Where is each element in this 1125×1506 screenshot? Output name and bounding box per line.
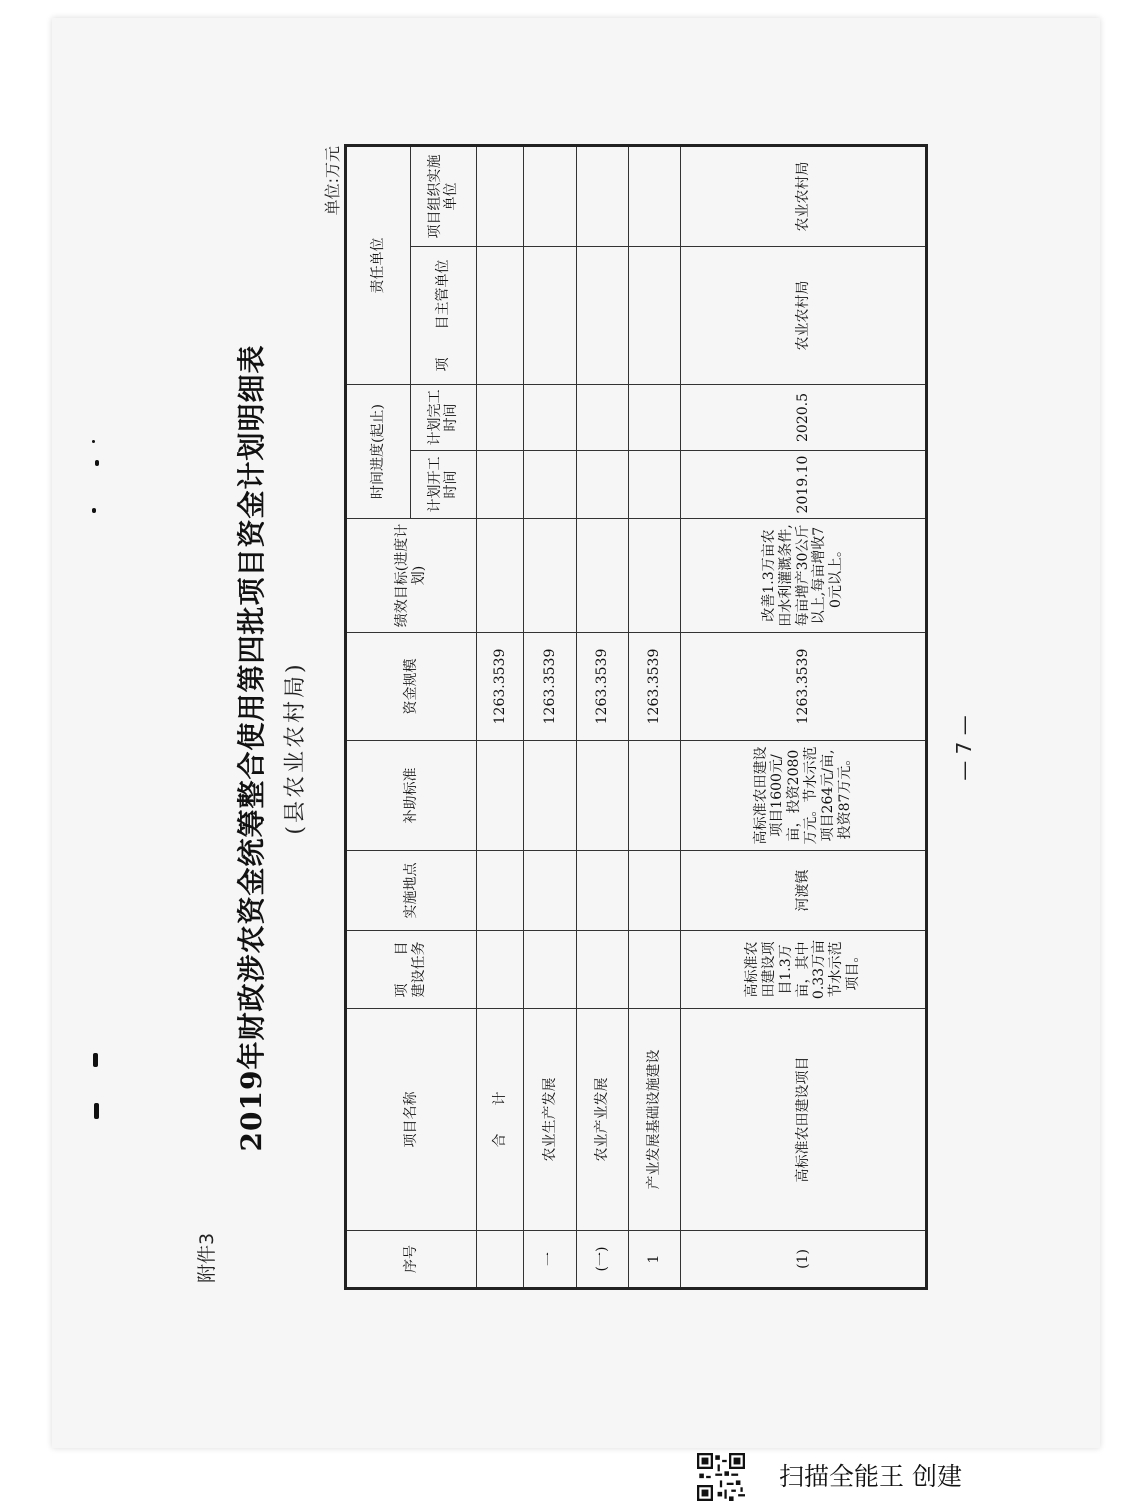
header-time-group: 时间进度(起止) [346,385,411,519]
attachment-label: 附件3 [196,1232,218,1283]
cell-location [524,851,576,931]
cell-name: 农业生产发展 [524,1009,576,1231]
header-end: 计划完工时间 [411,385,476,451]
header-start: 计划开工时间 [411,451,476,519]
cell-implementer [476,146,524,247]
table-row [681,146,927,1289]
cell-supervisor [628,247,680,385]
header-seq: 序号 [346,1231,477,1289]
cell-task: 高标准农田建设项目1.3万亩，其中0.33万亩节水示范项目。 [681,931,927,1009]
cell-seq: (一) [576,1231,628,1289]
cell-supervisor [576,247,628,385]
cell-name: 产业发展基础设施建设 [628,1009,680,1231]
cell-start [524,451,576,519]
header-location: 实施地点 [346,851,477,931]
cell-target: 改善1.3万亩农田水利灌溉条件,每亩增产30公斤以上,每亩增收70元以上。 [681,519,927,633]
cell-supervisor [476,247,524,385]
cell-subsidy: 高标准农田建设项目1600元/亩，投资2080万元。节水示范项目264元/亩,投资87万元。 [681,741,927,851]
header-target: 绩效目标(进度计划) [346,519,477,633]
document-title: 2019年财政涉农资金统筹整合使用第四批项目资金计划明细表 [235,344,268,1152]
table-row [576,146,628,1289]
cell-start [476,451,524,519]
cell-supervisor [524,247,576,385]
cell-name: 高标准农田建设项目 [681,1009,927,1231]
cell-name: 农业产业发展 [576,1009,628,1231]
cell-target [628,519,680,633]
table-row [476,146,524,1289]
cell-implementer: 农业农村局 [681,146,927,247]
cell-start [576,451,628,519]
cell-end [628,385,680,451]
cell-location: 河渡镇 [681,851,927,931]
cell-end: 2020.5 [681,385,927,451]
header-subsidy: 补助标准 [346,741,477,851]
cell-location [576,851,628,931]
cell-start [628,451,680,519]
cell-target [476,519,524,633]
cell-fund: 1263.3539 [576,633,628,741]
header-name: 项目名称 [346,1009,477,1231]
table-row [524,146,576,1289]
cell-name: 合 计 [476,1009,524,1231]
cell-location [476,851,524,931]
cell-fund: 1263.3539 [524,633,576,741]
scanned-page [52,18,1100,1448]
rotated-document [52,48,1052,1448]
header-task: 项 目建设任务 [346,931,477,1009]
cell-seq: 一 [524,1231,576,1289]
cell-target [576,519,628,633]
cell-subsidy [628,741,680,851]
fund-plan-table [344,144,928,1290]
cell-task [576,931,628,1009]
cell-task [476,931,524,1009]
document-subtitle: (县农业农村局) [283,661,308,835]
cell-end [576,385,628,451]
header-responsible-group: 责任单位 [346,146,411,385]
cell-task [524,931,576,1009]
unit-label: 单位:万元 [323,146,342,216]
cell-start: 2019.10 [681,451,927,519]
cell-seq: 1 [628,1231,680,1289]
cell-supervisor: 农业农村局 [681,247,927,385]
header-supervisor: 项 目主管单位 [411,247,476,385]
cell-target [524,519,576,633]
cell-end [524,385,576,451]
cell-implementer [576,146,628,247]
cell-fund: 1263.3539 [628,633,680,741]
cell-location [628,851,680,931]
watermark-text: 扫描全能王 创建 [779,1462,962,1491]
header-implementer: 项目组织实施单位 [411,146,476,247]
header-fund: 资金规模 [346,633,477,741]
table-row [628,146,680,1289]
qr-code-icon [697,1453,745,1501]
cell-implementer [628,146,680,247]
page-number: — 7 — [952,715,976,781]
cell-seq [476,1231,524,1289]
cell-subsidy [476,741,524,851]
cell-end [476,385,524,451]
cell-subsidy [524,741,576,851]
scanner-watermark [697,1449,1107,1505]
cell-subsidy [576,741,628,851]
cell-task [628,931,680,1009]
cell-implementer [524,146,576,247]
cell-seq: (1) [681,1231,927,1289]
cell-fund: 1263.3539 [476,633,524,741]
cell-fund: 1263.3539 [681,633,927,741]
